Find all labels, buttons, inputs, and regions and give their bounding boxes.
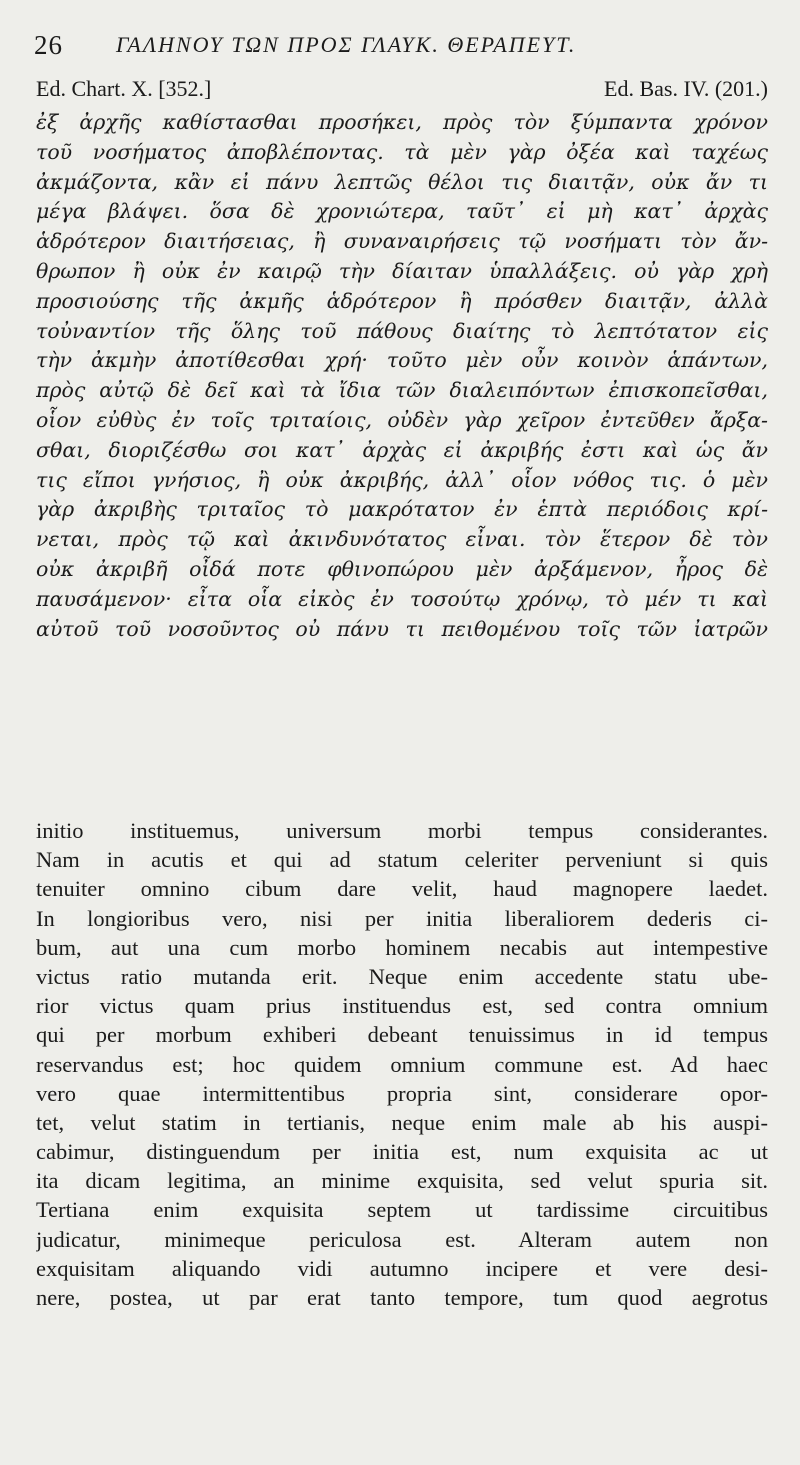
greek-text-line: τοὐναντίον τῆς ὅλης τοῦ πάθους διαίτης τὸ λεπτότατον εἰς — [36, 318, 768, 343]
latin-text-line: nere, postea, ut par erat tanto tempore, tum quod aegrotus — [36, 1285, 768, 1310]
greek-text-line: γὰρ ἀκριβὴς τριταῖος τὸ μακρότατον ἐν ἑπτὰ περιόδοις κρί- — [36, 497, 768, 522]
greek-text-line: πρὸς αὐτῷ δὲ δεῖ καὶ τὰ ἴδια τῶν διαλειπόντων ἐπισκοπεῖσθαι, — [36, 378, 768, 403]
greek-text-line: παυσάμενον· εἶτα οἷα εἰκὸς ἐν τοσούτῳ χρόνῳ, τὸ μέν τι καὶ — [36, 586, 768, 611]
greek-text-line: προσιούσης τῆς ἀκμῆς ἁδρότερον ἢ πρόσθεν διαιτᾷν, ἀλλὰ — [36, 288, 768, 313]
latin-text-line: initio instituemus, universum morbi tempus considerantes. — [36, 818, 768, 843]
latin-text-line: victus ratio mutanda erit. Neque enim accedente statu ube- — [36, 963, 768, 989]
greek-text-line: οὐκ ἀκριβῆ οἶδά ποτε φθινοπώρου μὲν ἀρξάμενον, ἦρος δὲ — [36, 556, 768, 581]
greek-text-line: θρωπον ἢ οὐκ ἐν καιρῷ τὴν δίαιταν ὑπαλλάξεις. οὐ γὰρ χρὴ — [36, 258, 768, 283]
latin-text-line: Nam in acutis et qui ad statum celeriter perveniunt si quis — [36, 847, 768, 873]
greek-text-line: σθαι, διοριζέσθω σοι κατ᾽ ἀρχὰς εἰ ἀκριβής ἐστι καὶ ὡς ἄν — [36, 437, 768, 462]
greek-text-block — [36, 108, 768, 644]
latin-text-line: exquisitam aliquando vidi autumno incipere et vere desi- — [36, 1255, 768, 1281]
greek-text-line: ἐξ ἀρχῆς καθίστασθαι προσήκει, πρὸς τὸν ξύμπαντα χρόνον — [36, 110, 768, 134]
greek-text-line: ἀκμάζοντα, κἂν εἰ πάνυ λεπτῶς θέλοι τις διαιτᾷν, οὐκ ἄν τι — [36, 169, 768, 194]
latin-text-line: bum, aut una cum morbo hominem necabis aut intempestive — [36, 934, 768, 960]
latin-text-line: qui per morbum exhiberi debeant tenuissimus in id tempus — [36, 1022, 768, 1048]
edition-references — [36, 76, 768, 106]
greek-text-line: ἁδρότερον διαιτήσειας, ἢ συναναιρήσεις τῷ νοσήματι τὸν ἄν- — [36, 229, 768, 254]
running-title: ΓΑΛΗΝΟΥ ΤΩΝ ΠΡΟΣ ΓΛΑΥΚ. ΘΕΡΑΠΕΥΤ. — [116, 32, 577, 57]
latin-text-line: tenuiter omnino cibum dare velit, haud magnopere laedet. — [36, 876, 768, 902]
greek-text-line: τις εἴποι γνήσιος, ἢ οὐκ ἀκριβής, ἀλλ᾽ οἷον νόθος τις. ὁ μὲν — [36, 467, 768, 492]
latin-text-line: vero quae intermittentibus propria sint, considerare opor- — [36, 1080, 768, 1106]
latin-text-line: cabimur, distinguendum per initia est, num exquisita ac ut — [36, 1139, 768, 1165]
latin-text-line: tet, velut statim in tertianis, neque enim male ab his auspi- — [36, 1109, 768, 1135]
page-number: 26 — [34, 30, 63, 60]
latin-text-line: rior victus quam prius instituendus est, sed contra omnium — [36, 993, 768, 1019]
latin-text-line: ita dicam legitima, an minime exquisita, sed velut spuria sit. — [36, 1168, 768, 1194]
greek-text-line: μέγα βλάψει. ὅσα δὲ χρονιώτερα, ταῦτ᾽ εἰ μὴ κατ᾽ ἀρχὰς — [36, 199, 768, 224]
greek-text-line: τὴν ἀκμὴν ἀποτίθεσθαι χρή· τοῦτο μὲν οὖν κοινὸν ἁπάντων, — [36, 348, 768, 373]
latin-text-line: judicatur, minimeque periculosa est. Alteram autem non — [36, 1226, 768, 1252]
greek-text-line: αὐτοῦ τοῦ νοσοῦντος οὐ πάνυ τι πειθομένου τοῖς τῶν ἰατρῶν — [36, 616, 768, 641]
greek-text-line: τοῦ νοσήματος ἀποβλέποντας. τὰ μὲν γὰρ ὀξέα καὶ ταχέως — [36, 139, 768, 164]
latin-text-line: Tertiana enim exquisita septem ut tardissime circuitibus — [36, 1197, 768, 1223]
edition-chart-reference: Ed. Chart. X. [352.] — [36, 76, 212, 101]
running-head — [34, 30, 774, 70]
greek-text-line: νεται, πρὸς τῷ καὶ ἀκινδυνότατος εἶναι. τὸν ἕτερον δὲ τὸν — [36, 527, 768, 552]
greek-text-line: οἷον εὐθὺς ἐν τοῖς τριταίοις, οὐδὲν γὰρ χεῖρον ἐντεῦθεν ἄρξα- — [36, 407, 768, 432]
latin-text-line: In longioribus vero, nisi per initia liberaliorem dederis ci- — [36, 905, 768, 931]
latin-text-block — [36, 816, 768, 1312]
latin-text-line: reservandus est; hoc quidem omnium commune est. Ad haec — [36, 1051, 768, 1077]
edition-basel-reference: Ed. Bas. IV. (201.) — [604, 76, 768, 101]
